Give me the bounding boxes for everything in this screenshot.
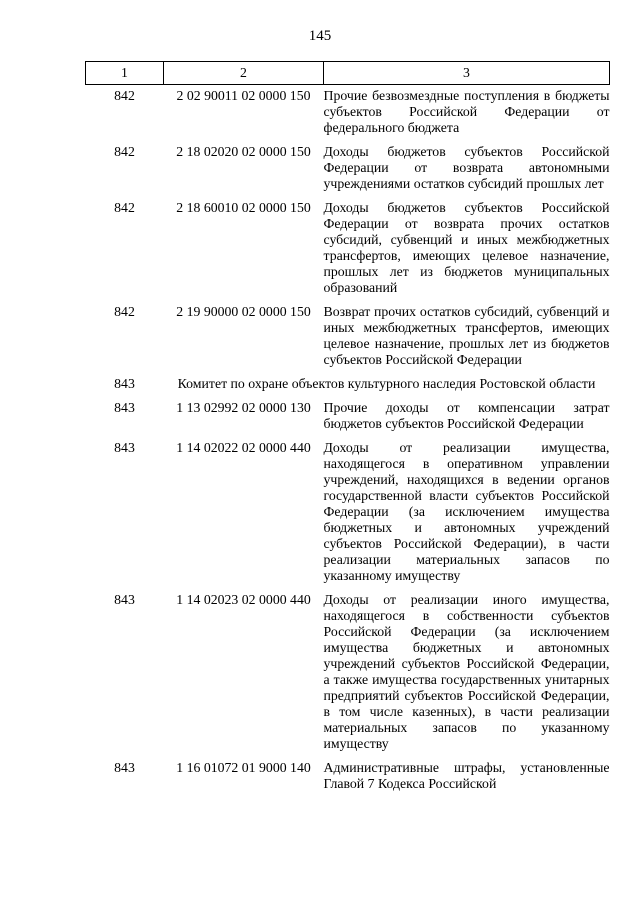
table-row bbox=[86, 85, 610, 137]
admin-code: 842 bbox=[114, 304, 135, 319]
column-header-1: 1 bbox=[86, 62, 164, 85]
table-header-row bbox=[86, 62, 610, 85]
revenue-code: 2 19 90000 02 0000 150 bbox=[176, 304, 311, 319]
section-row bbox=[86, 368, 610, 392]
revenue-name: Доходы бюджетов субъектов Российской Федерации от возврата автономными учреждениями остатков субсидий прошлых лет bbox=[323, 144, 610, 191]
table-row bbox=[86, 752, 610, 792]
revenue-name: Административные штрафы, установленные Главой 7 Кодекса Российской bbox=[323, 760, 610, 791]
table-row bbox=[86, 432, 610, 584]
revenue-name: Прочие доходы от компенсации затрат бюджетов субъектов Российской Федерации bbox=[323, 400, 610, 431]
revenue-code: 2 18 02020 02 0000 150 bbox=[176, 144, 311, 159]
revenue-name: Доходы от реализации имущества, находящегося в оперативном управлении учреждений, находящихся в ведении органов государственной власти субъектов Российской Федерации (за исключением имущества бюджетных и автономных учреждений субъектов Российской Федерации), в части реализации материальных запасов по указанному имуществу bbox=[323, 440, 610, 583]
admin-code: 843 bbox=[114, 400, 135, 415]
admin-code: 842 bbox=[114, 200, 135, 215]
revenue-code: 1 14 02023 02 0000 440 bbox=[176, 592, 311, 607]
revenue-name: Возврат прочих остатков субсидий, субвенций и иных межбюджетных трансфертов, имеющих целевое назначение, прошлых лет из бюджетов субъектов Российской Федерации bbox=[323, 304, 610, 367]
table-row bbox=[86, 584, 610, 752]
section-title: Комитет по охране объектов культурного наследия Ростовской области bbox=[177, 376, 596, 391]
admin-code: 843 bbox=[114, 760, 135, 775]
admin-code: 843 bbox=[114, 440, 135, 455]
admin-code: 843 bbox=[114, 592, 135, 607]
column-header-3: 3 bbox=[324, 62, 610, 85]
table-row bbox=[86, 296, 610, 368]
admin-code: 843 bbox=[114, 376, 135, 391]
page-number: 145 bbox=[308, 28, 332, 44]
table-row bbox=[86, 392, 610, 432]
revenue-code: 2 18 60010 02 0000 150 bbox=[176, 200, 311, 215]
table-row bbox=[86, 192, 610, 296]
table-row bbox=[86, 136, 610, 192]
revenue-code: 1 16 01072 01 9000 140 bbox=[176, 760, 311, 775]
revenue-code: 1 13 02992 02 0000 130 bbox=[176, 400, 311, 415]
admin-code: 842 bbox=[114, 88, 135, 103]
column-header-2: 2 bbox=[164, 62, 324, 85]
revenue-classification-table bbox=[85, 61, 610, 792]
revenue-code: 2 02 90011 02 0000 150 bbox=[176, 88, 311, 103]
revenue-name: Прочие безвозмездные поступления в бюджеты субъектов Российской Федерации от федерального бюджета bbox=[323, 88, 610, 135]
revenue-name: Доходы от реализации иного имущества, находящегося в собственности субъектов Российской Федерации (за исключением имущества бюджетных и автономных учреждений субъектов Российской Федерации, а также имущества государственных унитарных предприятий субъектов Российской Федерации, в том числе казенных), в части реализации материальных запасов по указанному имуществу bbox=[323, 592, 610, 751]
admin-code: 842 bbox=[114, 144, 135, 159]
revenue-name: Доходы бюджетов субъектов Российской Федерации от возврата прочих остатков субсидий, субвенций и иных межбюджетных трансфертов, имеющих целевое назначение, прошлых лет из бюджетов муниципальных образований bbox=[323, 200, 610, 295]
revenue-code: 1 14 02022 02 0000 440 bbox=[176, 440, 311, 455]
